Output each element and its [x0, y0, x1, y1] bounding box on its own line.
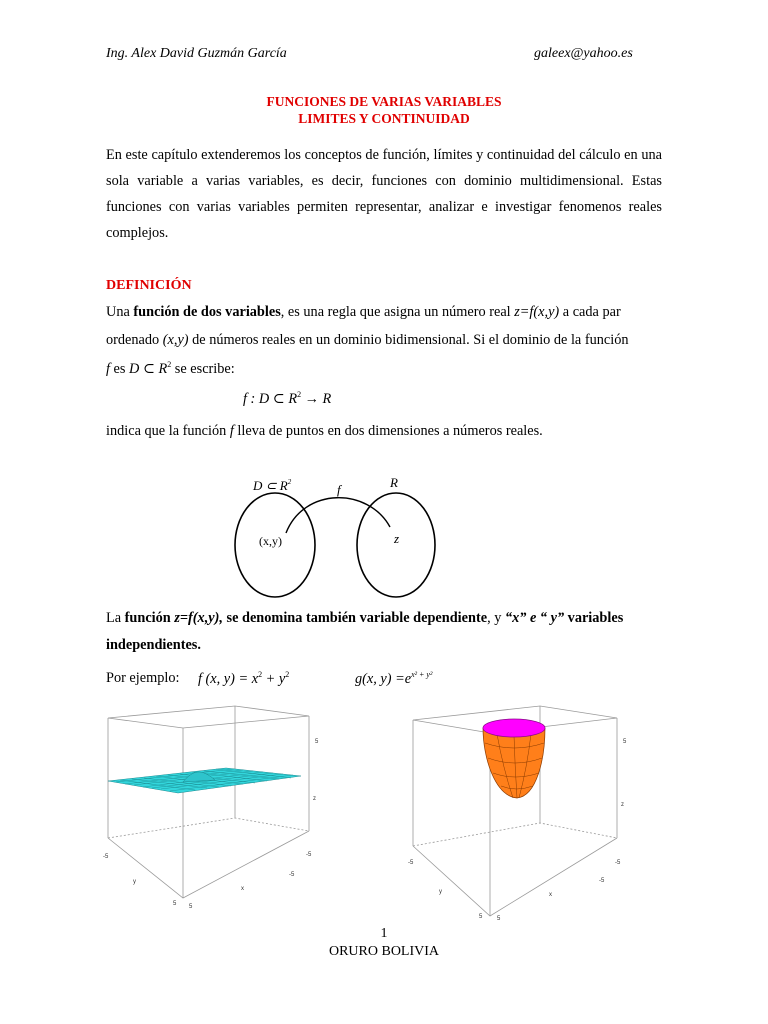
- svg-text:-5: -5: [599, 878, 605, 884]
- svg-text:5: 5: [497, 916, 501, 922]
- footer-place: ORURO BOLIVIA: [328, 944, 440, 959]
- domain-label: D ⊂ $R^2$: [253, 478, 292, 493]
- svg-text:5: 5: [479, 914, 483, 920]
- svg-text:x: x: [549, 892, 552, 898]
- example-line: [106, 670, 179, 687]
- svg-text:-5: -5: [306, 852, 312, 858]
- dependent-line-1: La función z=f(x,y), se denomina también variable dependiente, y “x” e “ y” variables: [106, 610, 624, 626]
- page-title: FUNCIONES DE VARIAS VARIABLES: [266, 94, 502, 109]
- point-label: (x,y): [259, 534, 282, 548]
- mapping-arrow: [286, 498, 390, 533]
- svg-text:z: z: [313, 796, 316, 802]
- svg-text:y: y: [439, 889, 442, 895]
- header-author: Ing. Alex David Guzmán García: [106, 46, 287, 61]
- mapping-formula: f : D ⊂ $R^2 \to R$: [243, 390, 332, 407]
- range-label: R: [390, 475, 398, 490]
- plot-g-surface: [405, 698, 630, 923]
- example-f: f (x, $y) = x^2 + y^2$: [198, 670, 290, 687]
- mapping-diagram: [220, 465, 460, 605]
- svg-text:z: z: [621, 802, 624, 808]
- dependent-line-2: independientes.: [106, 637, 201, 653]
- svg-text:-5: -5: [289, 872, 295, 878]
- svg-text:5: 5: [173, 901, 177, 907]
- definition-line-3: f es D ⊂ $R^2$ se escribe:: [106, 360, 235, 377]
- definition-line-2: ordenado (x,y) de números reales en un dominio bidimensional. Si el dominio de la función: [106, 332, 629, 348]
- page-number: 1: [380, 926, 388, 941]
- surface-g: [483, 719, 545, 798]
- definition-line-1: Una función de dos variables, es una regla que asigna un número real z=f(x,y) a cada par: [106, 304, 621, 320]
- surface-f: [108, 768, 301, 793]
- plot-f-surface: [103, 698, 323, 913]
- header-email: galeex@yahoo.es: [534, 46, 633, 61]
- intro-paragraph: En este capítulo extenderemos los conceptos de función, límites y continuidad del cálculo en una sola variable a varias variables, es decir, funciones con dominio multidimensional. Estas funciones con varias variables permiten representar, analizar e investigar fenomenos reales complejos.: [106, 147, 662, 241]
- page-subtitle: LIMITES Y CONTINUIDAD: [298, 111, 470, 126]
- svg-text:x: x: [241, 886, 244, 892]
- svg-text:5: 5: [315, 739, 319, 745]
- function-label: f: [337, 482, 341, 497]
- example-g: g(x, $y) =e^{x^2 + y^2}$: [355, 670, 433, 687]
- svg-text:5: 5: [623, 739, 627, 745]
- svg-text:y: y: [133, 879, 136, 885]
- svg-text:-5: -5: [103, 854, 109, 860]
- image-label: z: [394, 531, 400, 546]
- definition-heading: DEFINICIÓN: [106, 278, 192, 293]
- svg-text:5: 5: [189, 904, 193, 910]
- svg-text:-5: -5: [408, 860, 414, 866]
- example-label: Por ejemplo:: [106, 670, 180, 686]
- definition-line-4: indica que la función f lleva de puntos en dos dimensiones a números reales.: [106, 423, 543, 439]
- svg-text:-5: -5: [615, 860, 621, 866]
